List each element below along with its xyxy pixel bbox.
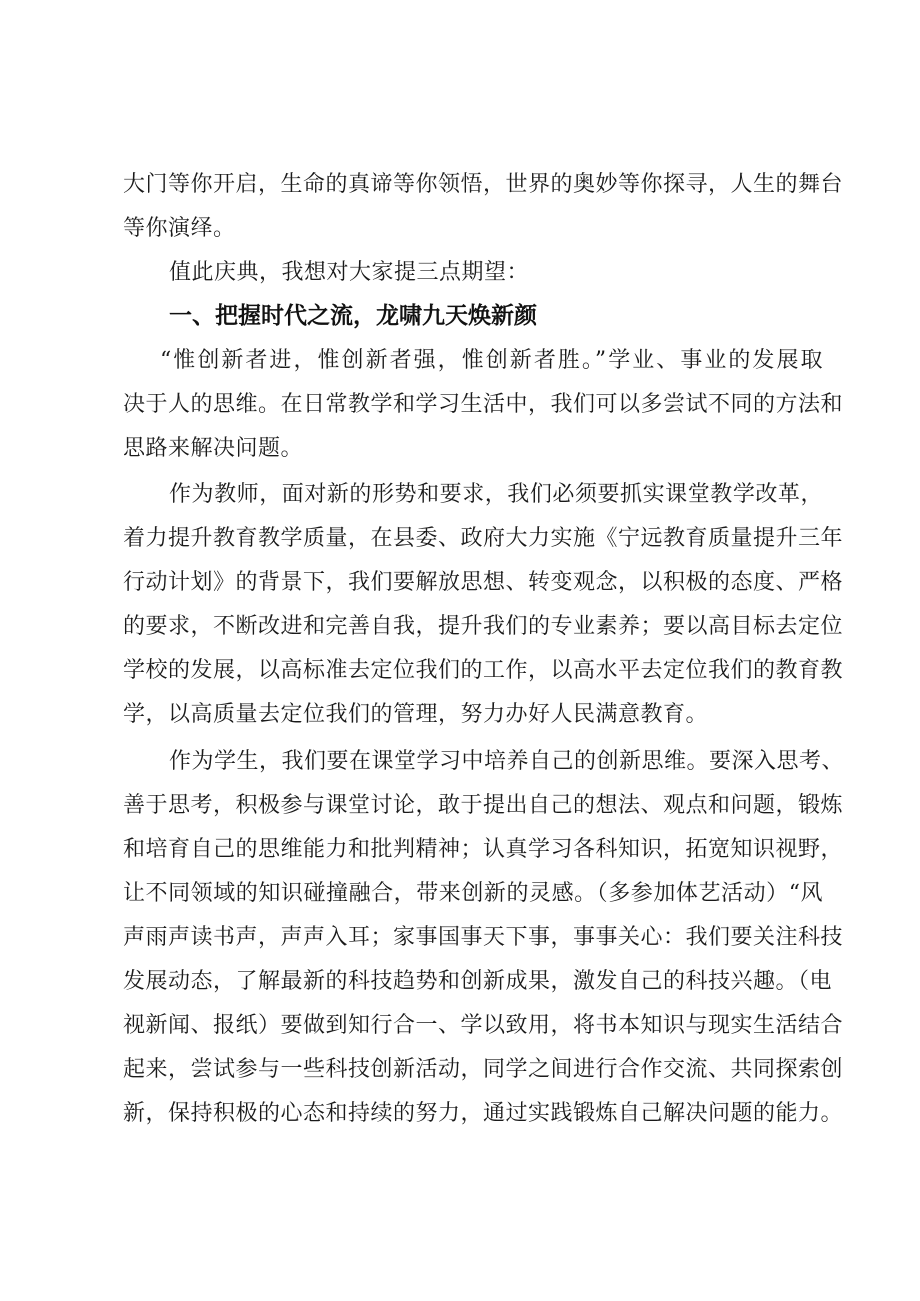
- paragraph-line: 值此庆典，我想对大家提三点期望：: [169, 260, 530, 285]
- paragraph-line: 新，保持积极的心态和持续的努力，通过实践锻炼自己解决问题的能力。: [123, 1101, 844, 1126]
- paragraph-line: “惟创新者进，惟创新者强，惟创新者胜。”学业、事业的发展取: [160, 348, 823, 373]
- paragraph-line: 发展动态，了解最新的科技趋势和创新成果，激发自己的科技兴趣。（电: [123, 969, 833, 994]
- paragraph-line: 善于思考，积极参与课堂讨论，敢于提出自己的想法、观点和问题，锻炼: [123, 793, 844, 818]
- section-heading: 一、把握时代之流，龙啸九天焕新颜: [169, 303, 537, 329]
- paragraph-line: 等你演绎。: [123, 216, 236, 241]
- paragraph-line: 作为教师，面对新的形势和要求，我们必须要抓实课堂教学改革，: [169, 482, 823, 507]
- paragraph-line: 大门等你开启，生命的真谛等你领悟，世界的奥妙等你探寻，人生的舞台: [123, 172, 844, 197]
- paragraph-line: 学校的发展，以高标准去定位我们的工作，以高水平去定位我们的教育教: [123, 658, 844, 683]
- paragraph-line: 起来，尝试参与一些科技创新活动，同学之间进行合作交流、共同探索创: [123, 1057, 844, 1082]
- paragraph-line: 作为学生，我们要在课堂学习中培养自己的创新思维。要深入思考、: [169, 749, 845, 774]
- paragraph-line: 声雨声读书声，声声入耳；家事国事天下事，事事关心：我们要关注科技: [123, 925, 844, 950]
- paragraph-line: 行动计划》的背景下，我们要解放思想、转变观念，以积极的态度、严格: [123, 570, 844, 595]
- paragraph-line: 学，以高质量去定位我们的管理，努力办好人民满意教育。: [123, 702, 709, 727]
- paragraph-line: 决于人的思维。在日常教学和学习生活中，我们可以多尝试不同的方法和: [123, 392, 844, 417]
- paragraph-line: 让不同领域的知识碰撞融合，带来创新的灵感。（多参加体艺活动）“风: [123, 881, 823, 906]
- paragraph-line: 视新闻、报纸）要做到知行合一、学以致用，将书本知识与现实生活结合: [123, 1013, 844, 1038]
- paragraph-line: 和培育自己的思维能力和批判精神；认真学习各科知识，拓宽知识视野，: [123, 837, 844, 862]
- paragraph-line: 的要求，不断改进和完善自我，提升我们的专业素养；要以高目标去定位: [123, 614, 844, 639]
- paragraph-line: 思路来解决问题。: [123, 436, 304, 461]
- paragraph-line: 着力提升教育教学质量，在县委、政府大力实施《宁远教育质量提升三年: [123, 526, 844, 551]
